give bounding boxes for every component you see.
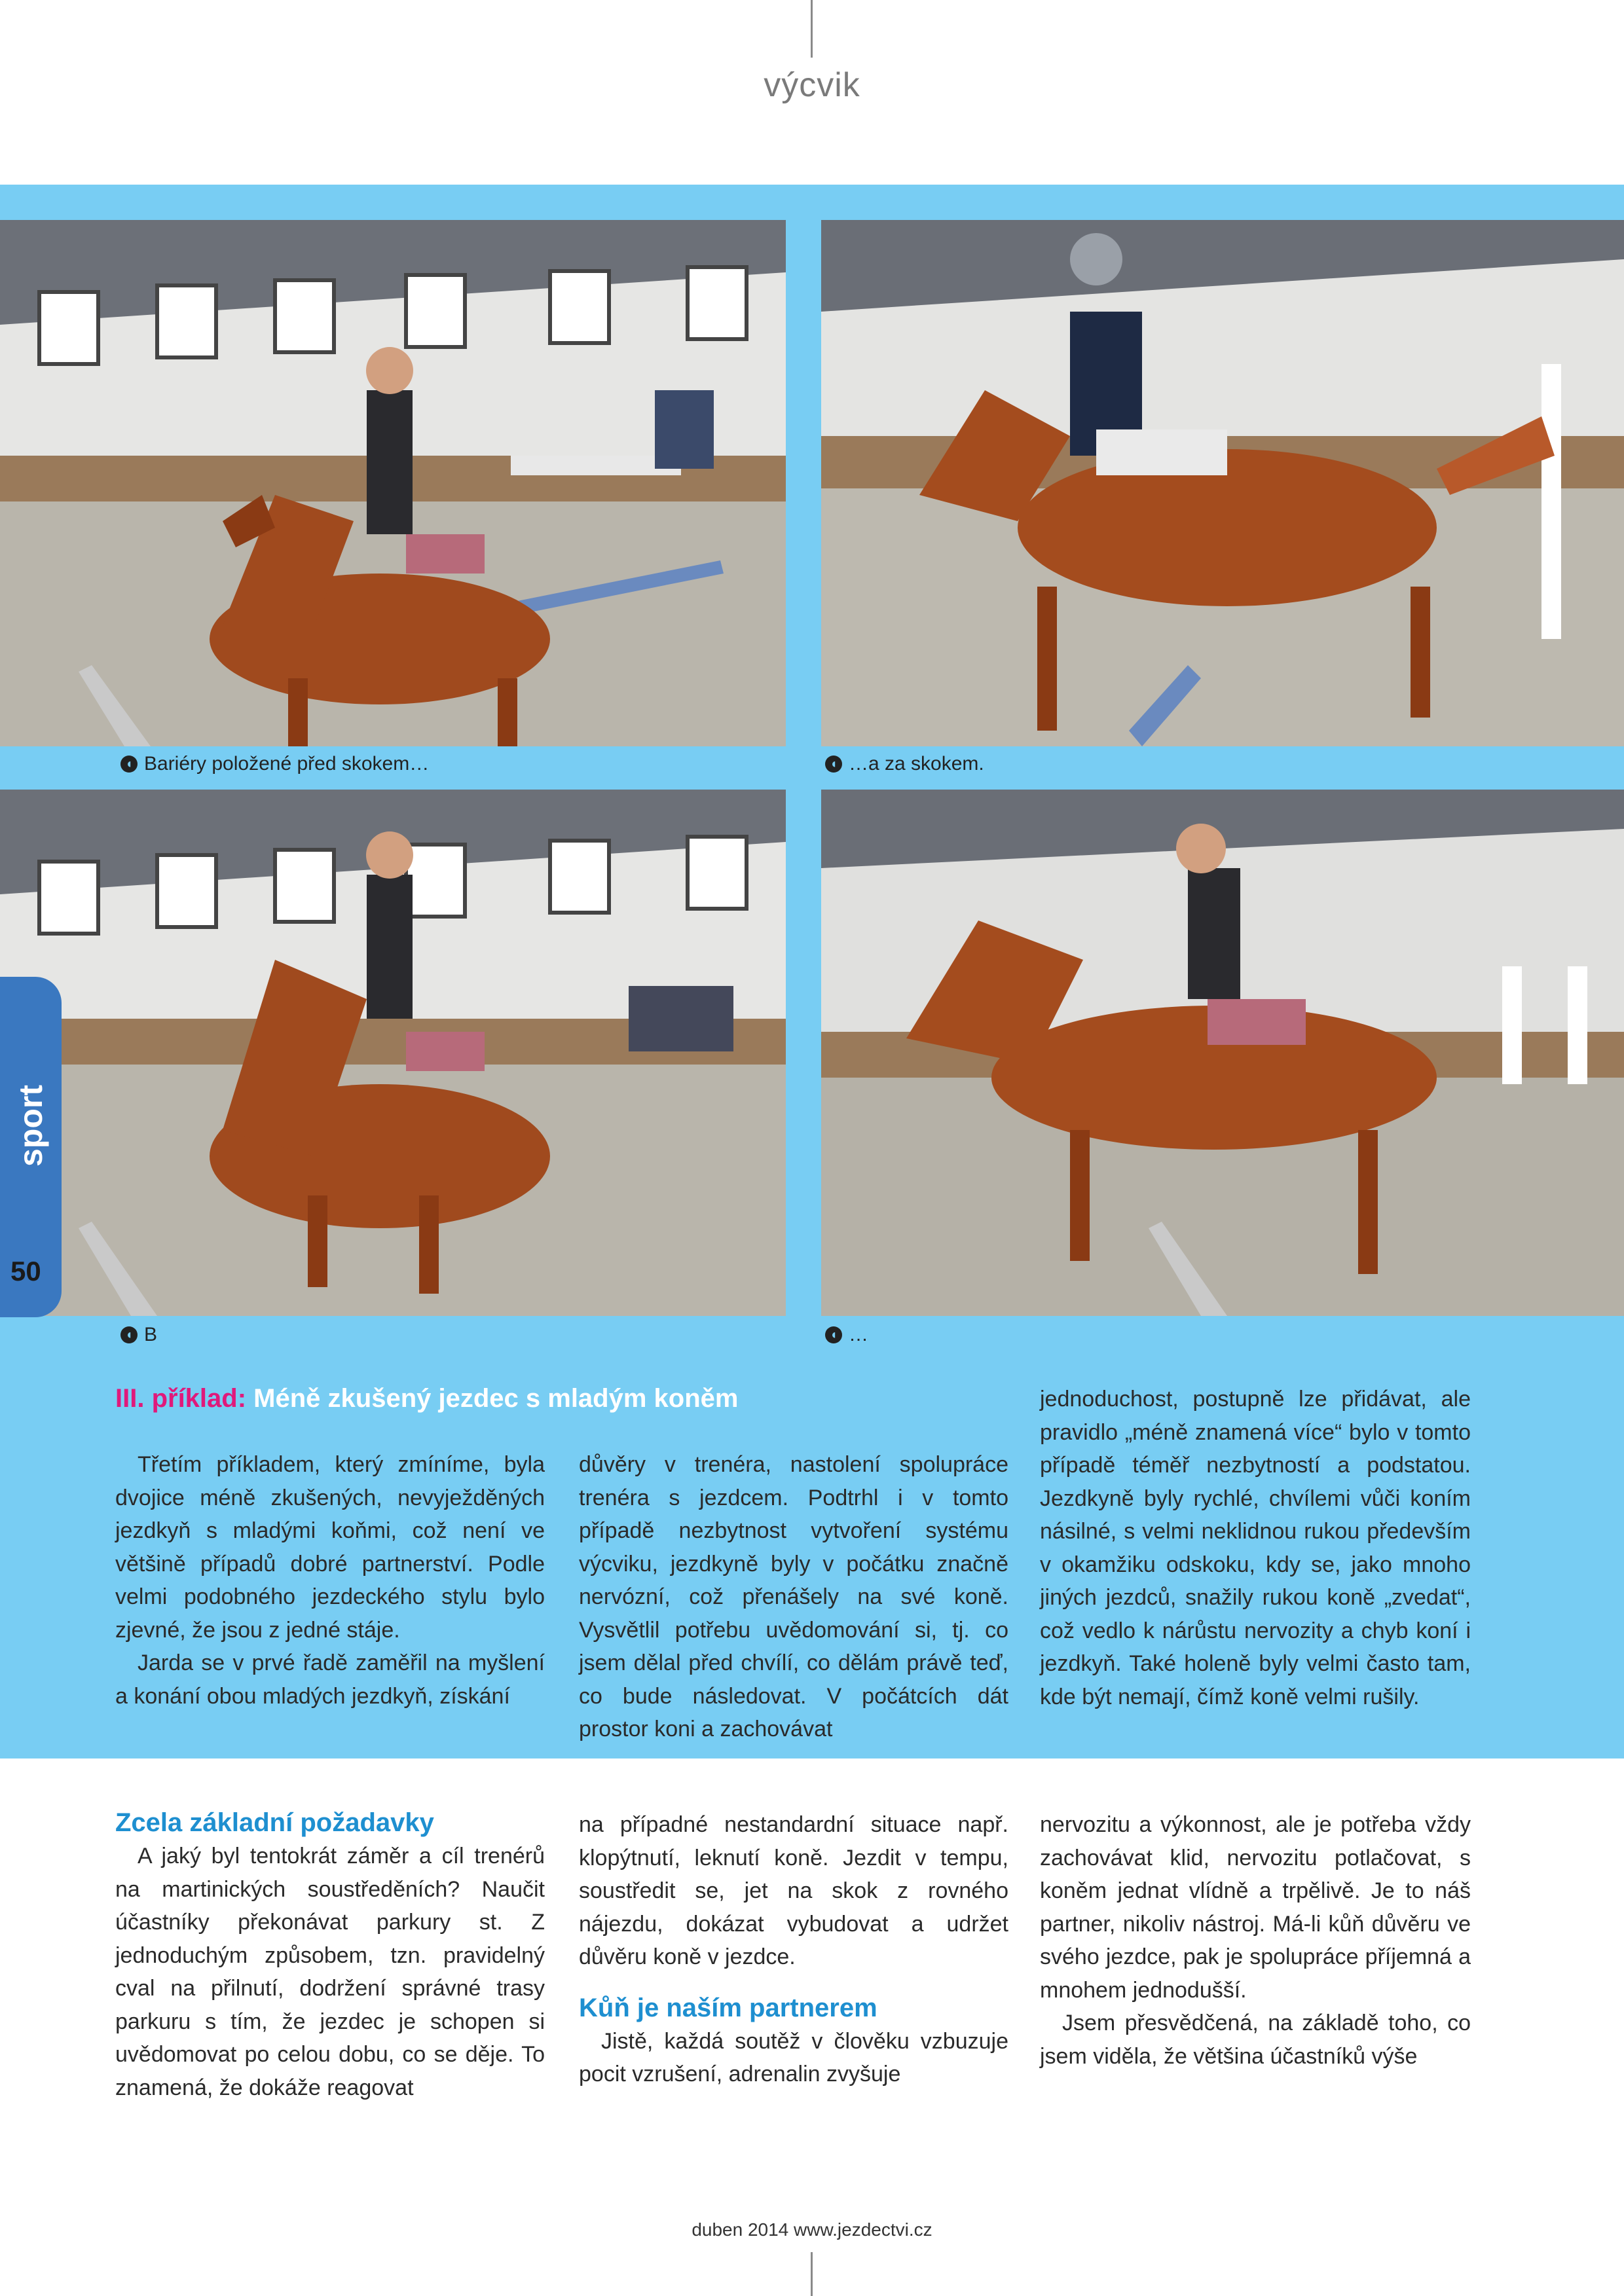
photo-caption-4 [825, 1324, 868, 1346]
camera-icon: ◖ [825, 1326, 842, 1343]
page-number: 50 [10, 1256, 41, 1286]
caption-text: …a za skokem. [849, 753, 984, 774]
side-tab-label: sport [12, 1085, 49, 1167]
article-column-3 [1040, 1808, 1471, 2073]
top-divider [811, 0, 813, 58]
bottom-divider [811, 2252, 813, 2296]
example-column-1 [115, 1448, 545, 1713]
example-heading [115, 1384, 738, 1413]
photo-horse-after-jump [821, 220, 1624, 746]
subheading-partner: Kůň je naším partnerem [579, 1993, 877, 2022]
paragraph: Jarda se v prvé řadě zaměřil na myšlení a konání obou mladých jezdkyň, získání [115, 1650, 545, 1709]
subheading-requirements: Zcela základní požadavky [115, 1808, 434, 1837]
camera-icon: ◖ [120, 756, 138, 773]
photo-horse-before-jump [0, 220, 786, 746]
example-label: III. příklad: [115, 1384, 247, 1413]
paragraph: Třetím příkladem, který zmíníme, byla dvojice méně zkušených, nevyježděných jezdkyň s mladými koňmi, což není ve většině případů dobré partnerství. Podle velmi podobného jezdeckého stylu bylo zjevné, že jsou z jedné stáje. [115, 1452, 545, 1643]
photo-horse-landing [821, 790, 1624, 1316]
example-column-2 [579, 1448, 1008, 1746]
photo-caption-3 [120, 1324, 157, 1346]
article-column-1 [115, 1806, 545, 2104]
photo-horse-canter [0, 790, 786, 1316]
paragraph: na případné nestandardní situace např. klopýtnutí, leknutí koně. Jezdit v tempu, soustředit se, jet na skok z rovného nájezdu, dokázat vybudovat a udržet důvěru koně v jezdce. [579, 1812, 1008, 1969]
caption-text: Bariéry položené před skokem… [144, 753, 430, 774]
paragraph: jednoduchost, postupně lze přidávat, ale pravidlo „méně znamená více“ bylo v tomto případě téměř nezbytností a podstatou. Jezdkyně byly rychlé, chvílemi vůči koním násilné, s velmi neklidnou rukou především v okamžiku odskoku, kdy se, jako mnoho jiných jezdců, snažily rukou koně „zvedat“, což vedlo k nárůstu nervozity a chyb koní i jezdkyň. Také holeně byly velmi často tam, kde být nemají, čímž koně velmi rušily. [1040, 1387, 1471, 1709]
paragraph: Jsem přesvědčená, na základě toho, co jsem viděla, že většina účastníků výše [1040, 2011, 1471, 2069]
section-header: výcvik [764, 66, 860, 104]
paragraph: Jistě, každá soutěž v člověku vzbuzuje pocit vzrušení, adrenalin zvyšuje [579, 2028, 1008, 2086]
footer-text: duben 2014 www.jezdectvi.cz [692, 2219, 932, 2240]
paragraph: důvěry v trenéra, nastolení spolupráce trenéra s jezdcem. Podtrhl i v tomto případě nezbytnost vytvoření systému výcviku, jezdkyně byly v počátku značně nervózní, což přenášely na své koně. Vysvětlil potřebu uvědomování si, tj. co jsem dělal před chvílí, co dělám právě teď, co bude následovat. V počátcích dát prostor koni a zachovávat [579, 1452, 1008, 1741]
paragraph: nervozitu a výkonnost, ale je potřeba vždy zachovávat klid, nervozitu potlačovat, s koněm jednat vlídně a trpělivě. Je to náš partner, nikoliv nástroj. Má-li kůň důvěru ve svého jezdce, pak je spolupráce příjemná a mnohem jednodušší. [1040, 1812, 1471, 2003]
photo-caption-2 [825, 753, 984, 775]
example-column-3 [1040, 1383, 1471, 1713]
caption-text: B [144, 1324, 158, 1345]
camera-icon: ◖ [825, 756, 842, 773]
photo-caption-1 [120, 753, 429, 775]
article-column-2 [579, 1808, 1008, 2091]
example-title: Méně zkušený jezdec s mladým koněm [253, 1384, 739, 1413]
paragraph: A jaký byl tentokrát záměr a cíl trenérů na martinických soustředěních? Naučit účastníky překonávat parkury st. Z jednoduchým způsobem, tzn. pravidelný cval na přilnutí, dodržení správné trasy parkuru s tím, že jezdec je schopen si uvědomovat po celou dobu, co se děje. To znamená, že dokáže reagovat [115, 1844, 545, 2100]
camera-icon: ◖ [120, 1326, 138, 1343]
caption-text: … [849, 1324, 868, 1345]
